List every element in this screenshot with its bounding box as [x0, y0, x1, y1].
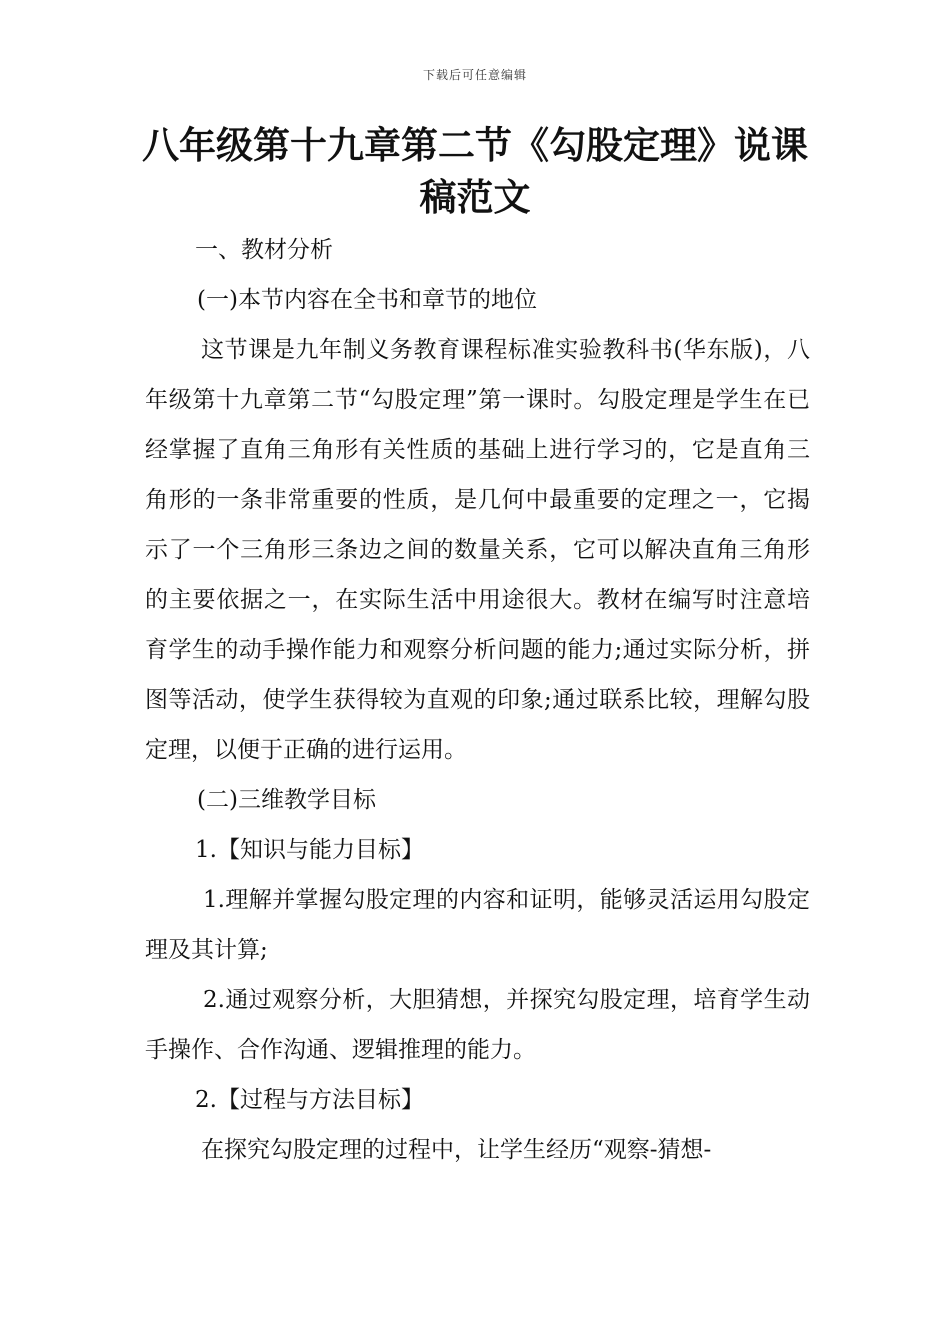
paragraph-position: 这节课是九年制义务教育课程标准实验教科书(华东版)，八年级第十九章第二节“勾股定理”第一课时。勾股定理是学生在已经掌握了直角三角形有关性质的基础上进行学习的，它是直角三角形的一条非常重要的性质，是几何中最重要的定理之一，它揭示了一个三角形三条边之间的数量关系，它可以解决直角三角形的主要依据之一，在实际生活中用途很大。教材在编写时注意培育学生的动手操作能力和观察分析问题的能力;通过实际分析，拼图等活动，使学生获得较为直观的印象;通过联系比较，理解勾股定理，以便于正确的进行运用。 [145, 337, 810, 763]
document-title: 八年级第十九章第二节《勾股定理》说课稿范文 [142, 124, 808, 219]
goal-item-2: 2.通过观察分析，大胆猜想，并探究勾股定理，培育学生动手操作、合作沟通、逻辑推理的能力。 [145, 987, 810, 1063]
goal-item-1: 1.理解并掌握勾股定理的内容和证明，能够灵活运用勾股定理及其计算; [145, 887, 810, 963]
header-note: 下载后可任意编辑 [422, 68, 527, 82]
subsection-heading-position: (一)本节内容在全书和章节的地位 [197, 287, 537, 313]
document-body [145, 225, 810, 1175]
subsection-heading-teaching-goals: (二)三维教学目标 [197, 787, 376, 813]
goal-heading-knowledge-ability: 1.【知识与能力目标】 [195, 837, 424, 863]
paragraph-process-method: 在探究勾股定理的过程中，让学生经历“观察-猜想- [201, 1137, 712, 1163]
goal-heading-process-method: 2.【过程与方法目标】 [195, 1087, 424, 1113]
section-heading-teaching-material-analysis: 一、教材分析 [195, 237, 333, 263]
